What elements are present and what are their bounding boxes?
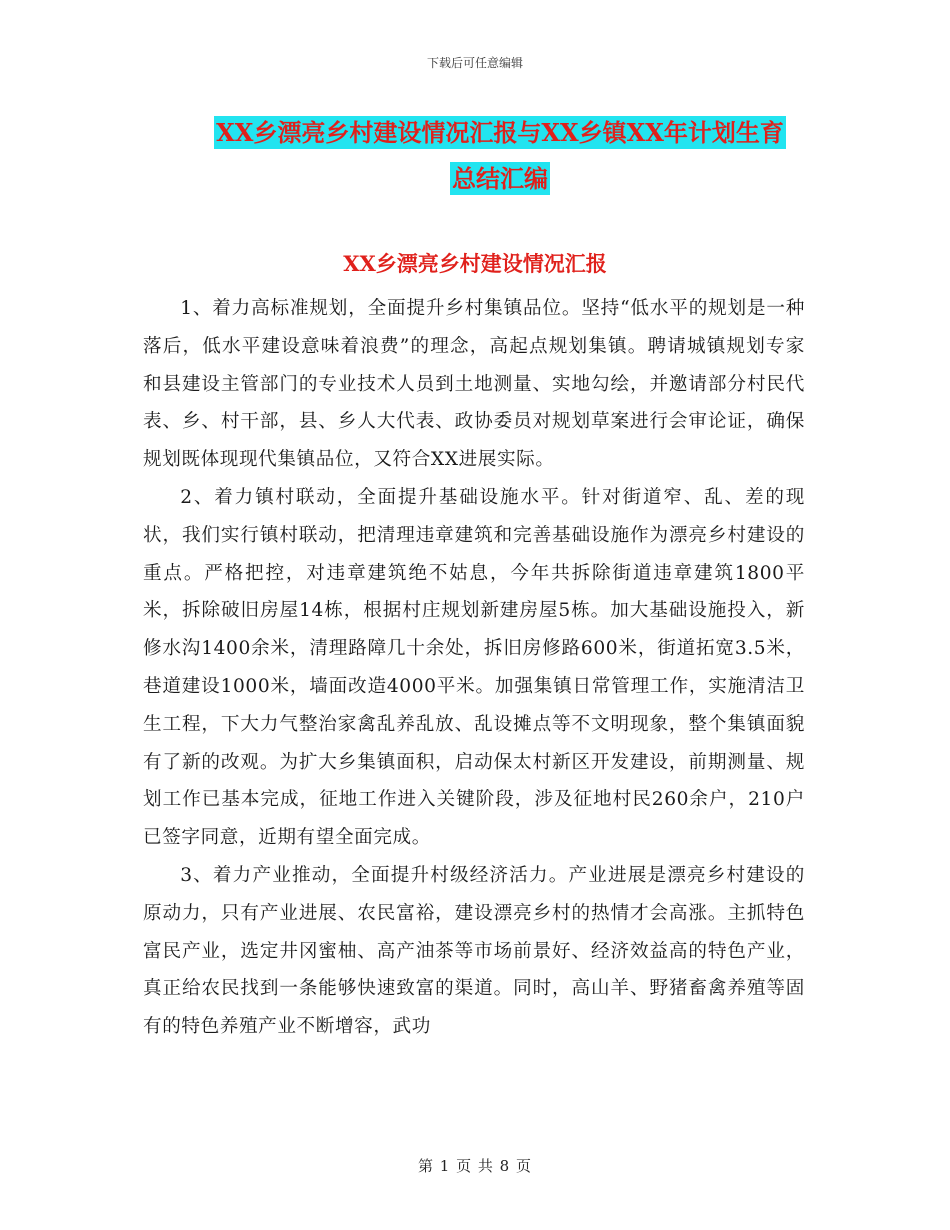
- document-title: [150, 110, 850, 202]
- body-text: [143, 290, 805, 1046]
- paragraph-3: 3、着力产业推动，全面提升村级经济活力。产业进展是漂亮乡村建设的原动力，只有产业进展、农民富裕，建设漂亮乡村的热情才会高涨。主抓特色富民产业，选定井冈蜜柚、高产油茶等市场前景好、经济效益高的特色产业，真正给农民找到一条能够快速致富的渠道。同时，高山羊、野猪畜禽养殖等固有的特色养殖产业不断增容，武功: [143, 864, 805, 1038]
- header-note: 下载后可任意编辑: [426, 56, 523, 70]
- title-line-2: 总结汇编: [452, 164, 548, 193]
- page-footer: 第 1 页 共 8 页: [418, 1157, 532, 1175]
- title-line-1: XX乡漂亮乡村建设情况汇报与XX乡镇XX年计划生育: [216, 118, 784, 147]
- paragraph-1: 1、着力高标准规划，全面提升乡村集镇品位。坚持“低水平的规划是一种落后，低水平建设意味着浪费”的理念，高起点规划集镇。聘请城镇规划专家和县建设主管部门的专业技术人员到土地测量、实地勾绘，并邀请部分村民代表、乡、村干部，县、乡人大代表、政协委员对规划草案进行会审论证，确保规划既体现现代集镇品位，又符合XX进展实际。: [143, 298, 805, 471]
- paragraph-2: 2、着力镇村联动，全面提升基础设施水平。针对街道窄、乱、差的现状，我们实行镇村联动，把清理违章建筑和完善基础设施作为漂亮乡村建设的重点。严格把控，对违章建筑绝不姑息，今年共拆除街道违章建筑1800平米，拆除破旧房屋14栋，根据村庄规划新建房屋5栋。加大基础设施投入，新修水沟1400余米，清理路障几十余处，拆旧房修路600米，街道拓宽3.5米，巷道建设1000米，墙面改造4000平米。加强集镇日常管理工作，实施清洁卫生工程，下大力气整治家禽乱养乱放、乱设摊点等不文明现象，整个集镇面貌有了新的改观。为扩大乡集镇面积，启动保太村新区开发建设，前期测量、规划工作已基本完成，征地工作进入关键阶段，涉及征地村民260余户，210户已签字同意，近期有望全面完成。: [143, 486, 805, 849]
- section-title: XX乡漂亮乡村建设情况汇报: [343, 251, 607, 276]
